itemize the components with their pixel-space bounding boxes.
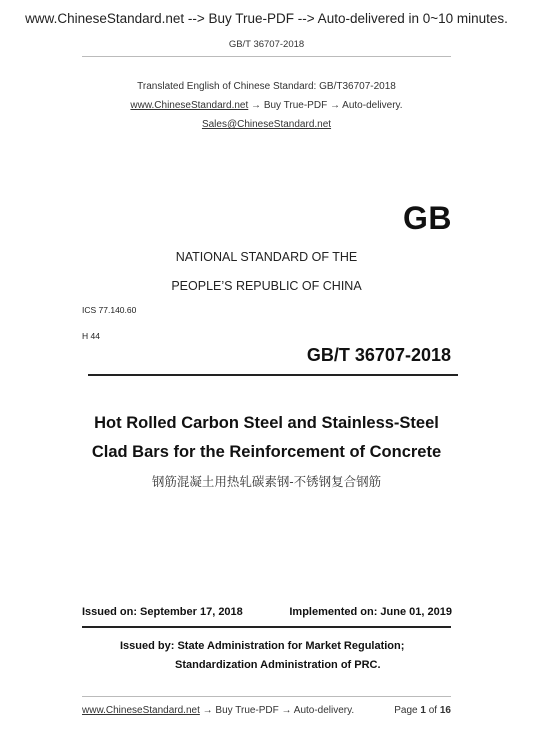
implemented-date: Implemented on: June 01, 2019: [289, 606, 452, 618]
footer-buy-text: → Buy True-PDF → Auto-delivery.: [199, 705, 355, 716]
title-line-1: Hot Rolled Carbon Steel and Stainless-Steel: [94, 414, 439, 432]
page-total: 16: [439, 705, 451, 716]
national-line-1: NATIONAL STANDARD OF THE: [175, 250, 358, 264]
of-word: of: [428, 705, 438, 716]
page-indicator: [394, 705, 451, 716]
national-line-2: PEOPLE’S REPUBLIC OF CHINA: [171, 279, 362, 293]
page-number: 1: [420, 705, 426, 716]
top-banner: [0, 11, 533, 26]
header-divider: [82, 56, 451, 57]
dates-divider: [82, 626, 451, 628]
title-line-2: Clad Bars for the Reinforcement of Concrete: [91, 443, 442, 461]
issued-date: Issued on: September 17, 2018: [82, 606, 243, 618]
translation-links: [0, 100, 533, 111]
footer-divider: [82, 696, 451, 697]
banner-text: www.ChineseStandard.net --> Buy True-PDF --> Auto-delivered in 0~10 minutes.: [25, 11, 508, 26]
standard-number: GB/T 36707-2018: [306, 345, 451, 365]
ics-code: ICS 77.140.60: [82, 305, 137, 315]
footer-site-link[interactable]: www.ChineseStandard.net: [82, 705, 200, 716]
buy-text: → Buy True-PDF → Auto-delivery.: [248, 100, 403, 111]
ccs-code: H 44: [82, 331, 100, 341]
issued-by-line-1: Issued by: State Administration for Market Regulation;: [120, 640, 405, 652]
title-divider: [88, 374, 458, 376]
translation-line: Translated English of Chinese Standard: GB/T36707-2018: [137, 81, 396, 92]
gb-logo: GB: [403, 200, 452, 236]
footer-links: [82, 705, 354, 716]
email-row: [0, 119, 533, 130]
site-link[interactable]: www.ChineseStandard.net: [130, 100, 249, 111]
email-link[interactable]: Sales@ChineseStandard.net: [201, 119, 332, 130]
header-code: GB/T 36707-2018: [228, 39, 305, 50]
page-word: Page: [394, 705, 418, 716]
title-chinese: 钢筋混凝土用热轧碳素钢-不锈钢复合钢筋: [151, 474, 382, 489]
issued-by-line-2: Standardization Administration of PRC.: [175, 659, 381, 671]
